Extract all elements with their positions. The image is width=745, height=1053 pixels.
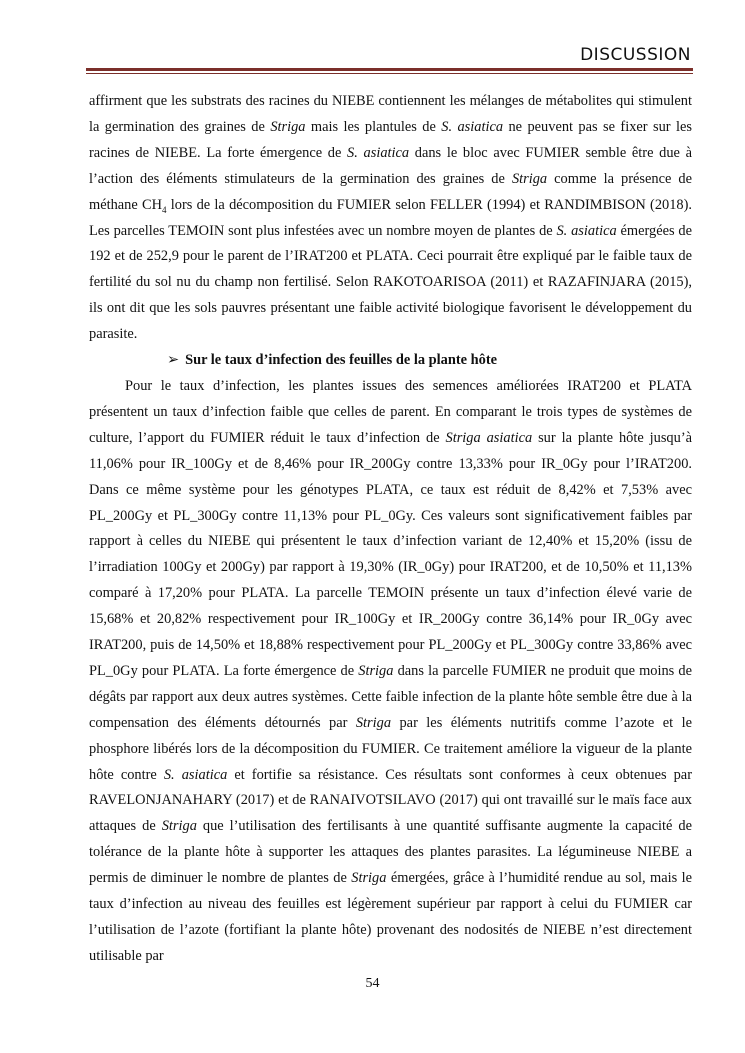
text-run: émergées de 192 et de 252,9 pour le parent de l’IRAT200 et PLATA. Ceci pourrait être expliqué par le faible taux de fertilité du sol nu du champ non fertilisé. Selon RAKOTOARISOA (2011) et RAZAFINJARA (2015), ils ont dit que les sols pauvres présentant une faible activité biologique favorisent le développement du parasite.: [89, 222, 692, 343]
italic-term: Striga: [161, 818, 197, 835]
text-run: affirment que les substrats des racines du NIEBE contiennent les mélanges de métabolites qui stimulent la germination des graines de: [89, 93, 692, 135]
bullet-arrow-icon: ➢: [167, 352, 180, 369]
text-run: par les éléments nutritifs comme l’azote et le phosphore libérés lors de la décomposition du FUMIER. Ce traitement améliore la vigueur de la plante hôte contre: [89, 714, 692, 783]
paragraph-2: [89, 374, 692, 970]
text-run: ne peuvent pas se fixer sur les racines de NIEBE. La forte émergence de: [89, 118, 692, 161]
text-run: et fortifie sa résistance. Ces résultats sont conformes à ceux obtenues par RAVELONJANAHARY (2017) et de RANAIVOTSILAVO (2017) qui ont travaillé sur le maïs face aux attaques de: [89, 766, 692, 835]
subscript: 4: [162, 204, 167, 215]
italic-term: S. asiatica: [163, 766, 228, 783]
page-number: 54: [365, 976, 380, 991]
text-run: dans la parcelle FUMIER ne produit que moins de dégâts par rapport aux deux autres systèmes. Cette faible infection de la plante hôte semble être due à la compensation des éléments détournés par: [89, 662, 692, 731]
italic-term: Striga: [351, 870, 387, 887]
italic-term: Striga: [511, 170, 548, 187]
text-run: émergées, grâce à l’humidité rendue au sol, mais le taux d’infection au niveau des feuilles est légèrement supérieur par rapport à celui du FUMIER car l’utilisation de l’azote (fortifiant la plante hôte) provenant des nodosités de NIEBE n’est directement utilisable par: [89, 870, 692, 964]
text-run: sur la plante hôte jusqu’à 11,06% pour IR_100Gy et de 8,46% pour IR_200Gy contre 13,33% pour IR_0Gy pour l’IRAT200. Dans ce même système pour les génotypes PLATA, ce taux est réduit de 8,42% et 7,53% avec PL_200Gy et PL_300Gy contre 11,13% pour PL_0Gy. Ces valeurs sont significativement faibles par rapport à celles du NIEBE qui présentent le taux d’infection variant de 12,40% et 15,20% (issu de l’irradiation 100Gy et 200Gy) par rapport à 19,30% (IR_0Gy) pour IRAT200, et de 10,50% et 11,13% comparé à 17,20% pour PLATA. La parcelle TEMOIN présente un taux d’infection élevé varie de 15,68% et 20,82% respectivement pour IR_100Gy et IR_200Gy contre 36,14% pour IR_0Gy avec IRAT200, puis de 14,50% et 18,88% respectivement pour PL_200Gy et PL_300Gy contre 33,86% avec PL_0Gy pour PLATA. La forte émergence de: [89, 429, 692, 679]
chapter-header-title: DISCUSSION: [580, 45, 691, 65]
paragraph-1: [89, 89, 692, 348]
italic-term: Striga: [358, 662, 394, 679]
text-run: Pour le taux d’infection, les plantes issues des semences améliorées IRAT200 et PLATA présentent un taux d’infection faible que celles de parent. En comparant le trois types de systèmes de culture, l’apport du FUMIER réduit le taux d’infection de: [89, 377, 692, 446]
italic-term: S. asiatica: [556, 222, 617, 239]
header-rule-thick: [86, 68, 693, 71]
italic-term: S. asiatica: [441, 118, 504, 135]
text-run: que l’utilisation des fertilisants à une quantité suffisante augmente la capacité de tolérance de la plante hôte à supporter les attaques des plantes parasites. La légumineuse NIEBE a permis de diminuer le nombre de plantes de: [89, 818, 692, 887]
header-rule-thin: [86, 73, 693, 74]
section-heading-text: Sur le taux d’infection des feuilles de la plante hôte: [185, 352, 497, 369]
italic-term: S. asiatica: [347, 144, 410, 161]
section-heading: [89, 348, 692, 374]
italic-term: Striga: [270, 118, 306, 135]
text-run: comme la présence de méthane CH: [89, 170, 692, 213]
italic-term: Striga: [355, 714, 392, 731]
text-run: mais les plantules de: [305, 118, 442, 135]
text-run: lors de la décomposition du FUMIER selon FELLER (1994) et RANDIMBISON (2018). Les parcelles TEMOIN sont plus infestées avec un nombre moyen de plantes de: [89, 196, 692, 239]
italic-term: Striga asiatica: [445, 429, 533, 446]
text-run: dans le bloc avec FUMIER semble être due à l’action des éléments stimulateurs de la germination des graines de: [89, 144, 692, 187]
body-text: [89, 89, 692, 970]
